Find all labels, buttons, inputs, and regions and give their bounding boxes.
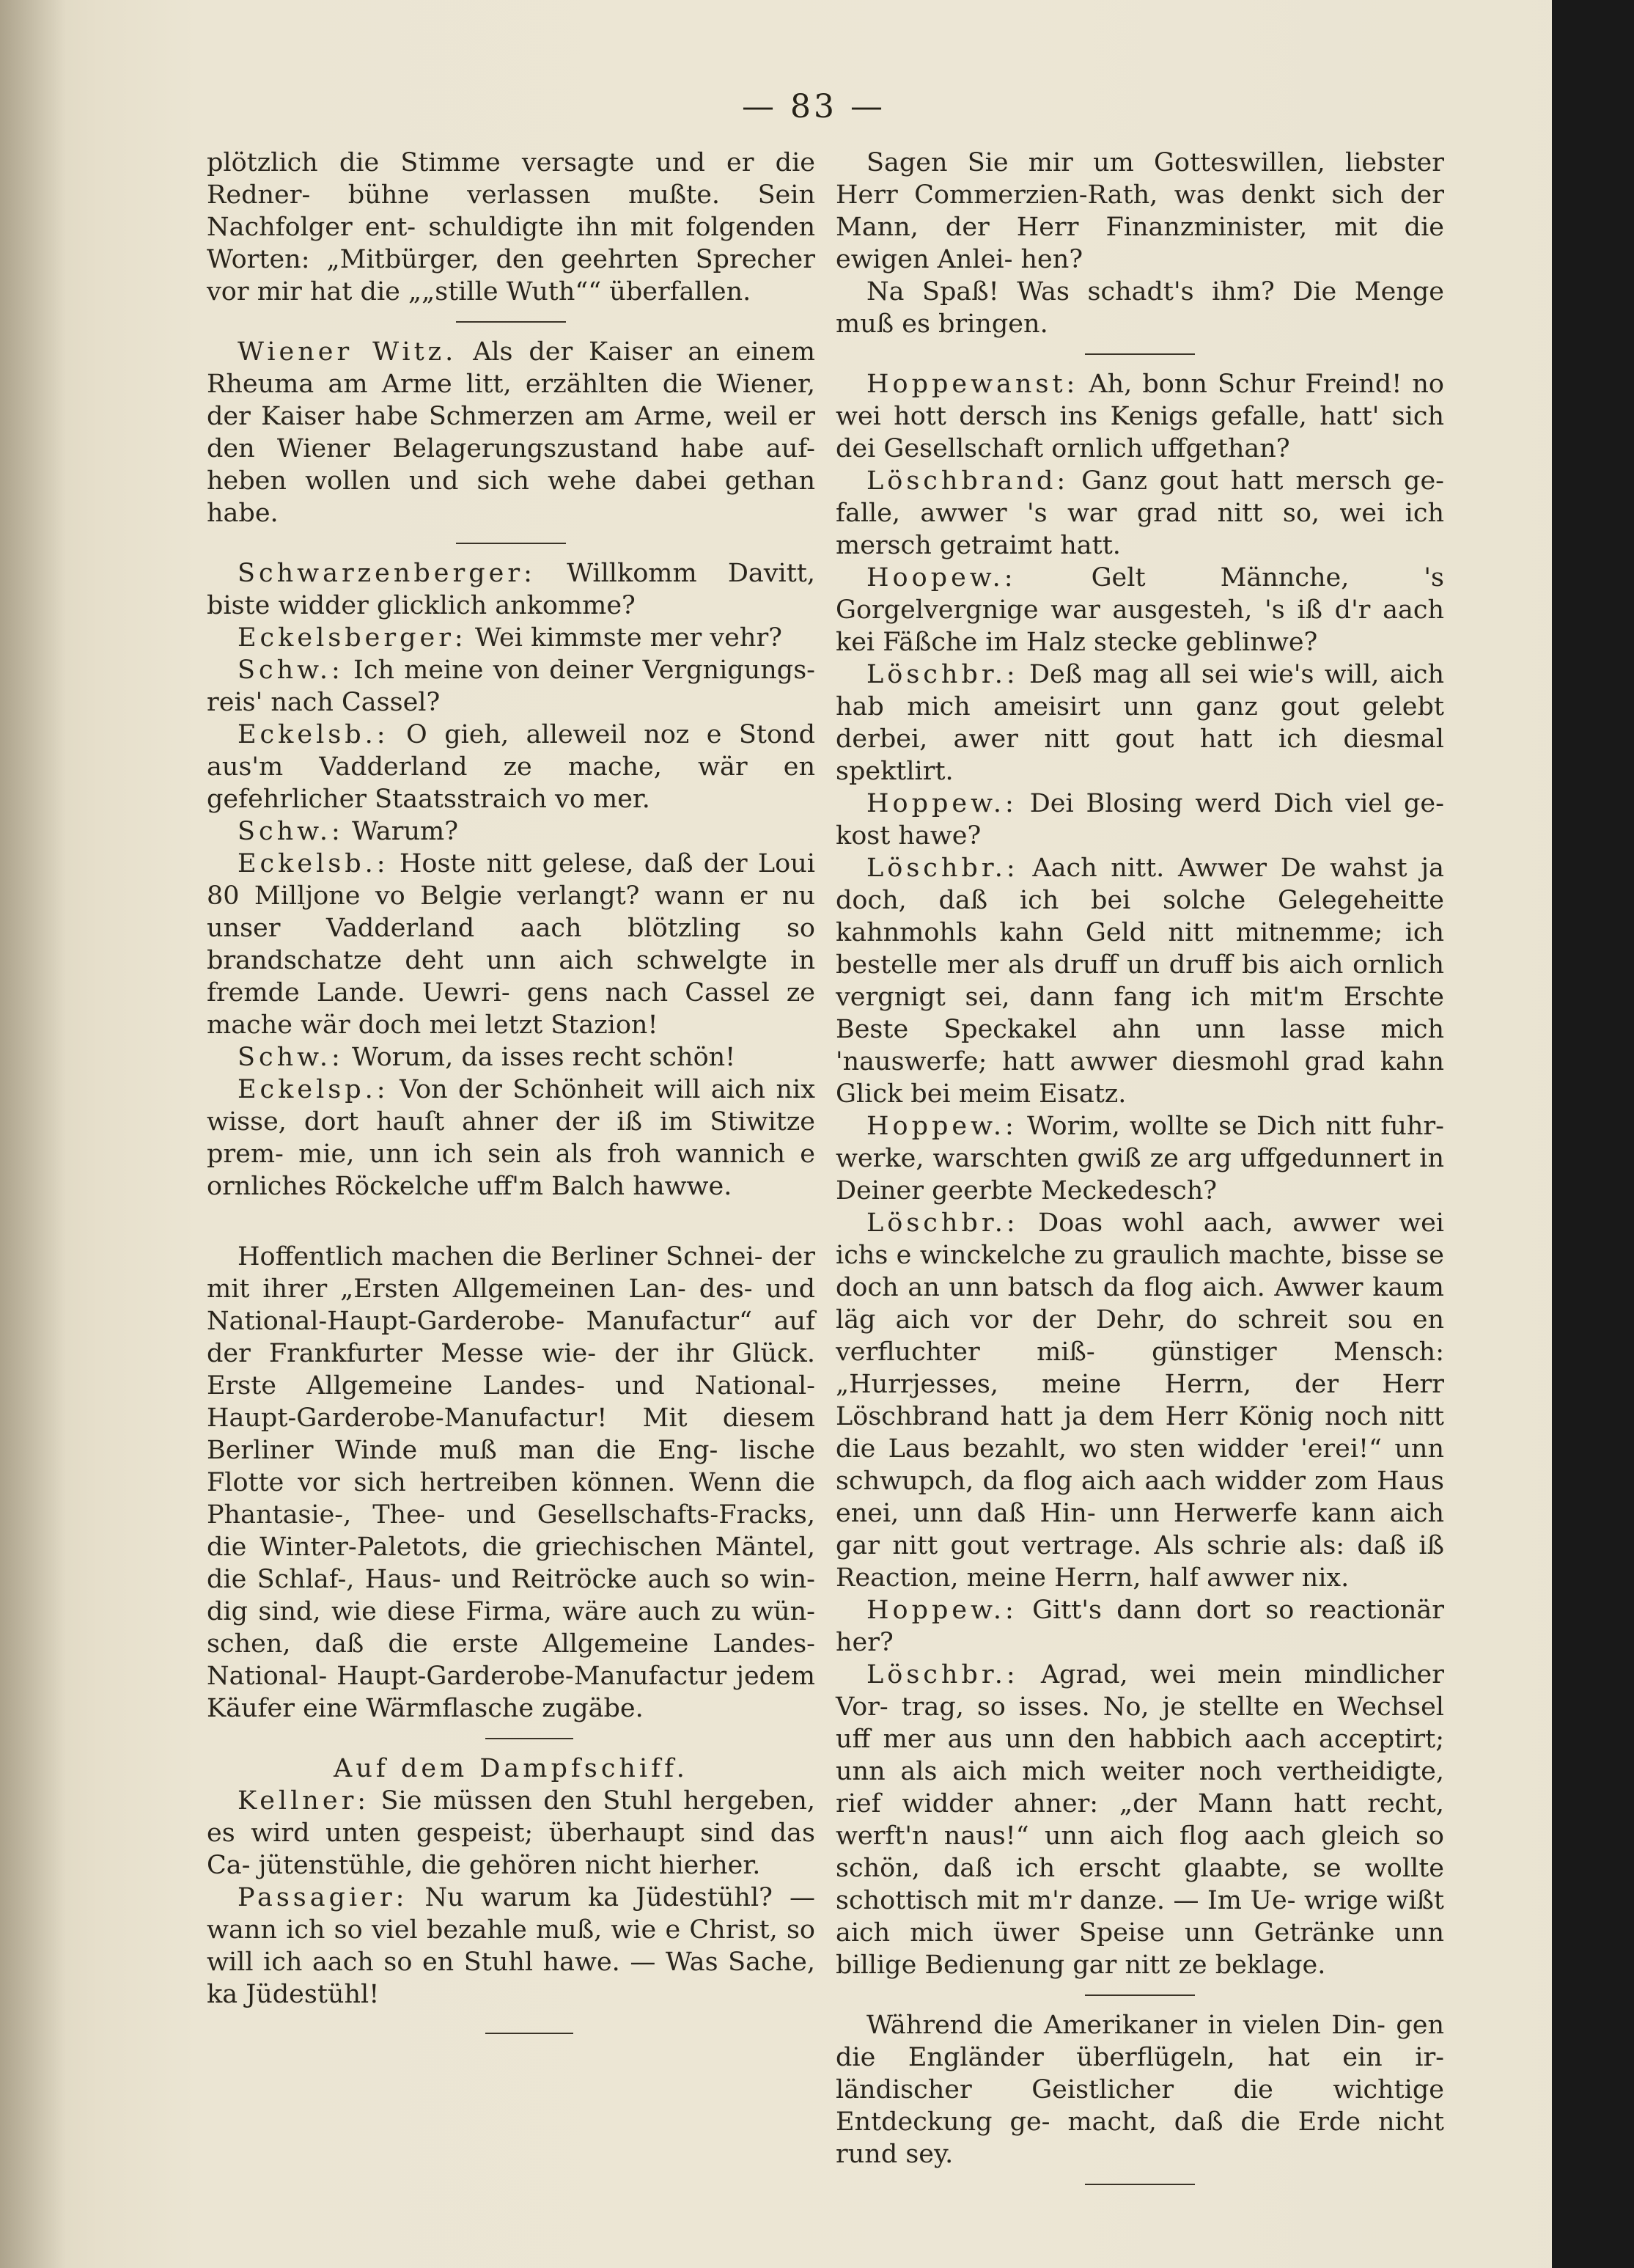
speaker-name: Löschbr.: [866, 1660, 1019, 1689]
dialogue-text: Ich meine von deiner Vergnigungs- reis' nach Cassel? [207, 656, 815, 717]
dialogue-text: O gieh, alleweil noz e Stond aus'm Vadderland ze mache, wär en gefehrlicher Staatsstraich vo mer. [207, 720, 815, 814]
page-number: — 83 — [742, 88, 886, 125]
dialogue-line [836, 562, 1444, 658]
article-title: Wiener Witz. [238, 337, 457, 367]
dialogue-text: Gelt Männche, 's Gorgelvergnige war ausgesteh, 's iß d'r aach kei Fäßche im Halz stecke geblinwe? [836, 563, 1444, 657]
dialogue-line [207, 815, 815, 848]
speaker-name: Schw.: [238, 656, 344, 685]
speaker-name: Eckelsb.: [238, 720, 389, 749]
dialogue-text: Sie müssen den Stuhl hergeben, es wird unten gespeist; überhaupt sind das Ca- jütenstühle, die gehören nicht hierher. [207, 1786, 815, 1880]
dialogue-text: Ah, bonn Schur Freind! no wei hott dersch ins Kenigs gefalle, hatt' sich dei Gesellschaft ornlich uffgethan? [836, 370, 1444, 463]
speaker-name: Hoppew.: [866, 789, 1017, 818]
article-title: Auf dem Dampfschiff. [334, 1754, 688, 1783]
dialogue-line [836, 368, 1444, 465]
dialogue-text: Aach nitt. Awwer De wahst ja doch, daß ich bei solche Gelegeheitte kahnmohls kahn Geld nitt mitnemme; ich bestelle mer als druff un druff bis aich ornlich vergnigt sei, dann fang ich mit'm Erschte Beste Speckakel ahn unn lasse mich 'nauswerfe; hatt awwer diesmohl grad kahn Glick bei meim Eisatz. [836, 854, 1444, 1109]
dialogue-text: Deß mag all sei wie's will, aich hab mich ameisirt unn ganz gout gelebt derbei, awer nitt gout hatt ich diesmal spektlirt. [836, 660, 1444, 786]
speaker-name: Löschbr.: [866, 854, 1019, 883]
section-divider [1085, 2184, 1195, 2185]
dialogue-text: Warum? [351, 817, 459, 846]
article-wiener-witz [207, 336, 815, 529]
dialogue-text: Gitt's dann dort so reactionär her? [836, 1596, 1444, 1657]
dialogue-hoppewanst [836, 368, 1444, 1981]
paragraph-continuation: plötzlich die Stimme versagte und er die Redner- bühne verlassen mußte. Sein Nachfolger ent- schuldigte ihn mit folgenden Worten: „Mitbürger, den geehrten Sprecher vor mir hat die „„stille Wuth““ überfallen. [207, 148, 815, 307]
dialogue-schwarzenberger [207, 557, 815, 1203]
speaker-name: Hoppew.: [866, 1112, 1017, 1141]
dialogue-line [207, 1785, 815, 1882]
paragraph: Sagen Sie mir um Gotteswillen, liebster Herr Commerzien-Rath, was denkt sich der Mann, der Herr Finanzminister, mit die ewigen Anlei- hen? [836, 148, 1444, 274]
dialogue-line [207, 719, 815, 815]
dialogue-dampfschiff [207, 1785, 815, 2011]
dialogue-line [836, 1110, 1444, 1207]
speaker-name: Eckelsb.: [238, 849, 389, 878]
dialogue-line [207, 1041, 815, 1074]
speaker-name: Hoppew.: [866, 1596, 1017, 1625]
speaker-name: Eckelsberger: [238, 623, 467, 653]
article-erde: Während die Amerikaner in vielen Din- gen die Engländer überflügeln, hat ein ir- ländischer Geistlicher die wichtige Entdeckung ge- macht, daß die Erde nicht rund sey. [836, 2011, 1444, 2169]
speaker-name: Hoopew.: [866, 563, 1017, 592]
dialogue-line [207, 654, 815, 719]
dialogue-text: Willkomm Davitt, biste widder glicklich ankomme? [207, 559, 815, 620]
dialogue-text: Worim, wollte se Dich nitt fuhr- werke, warschten gwiß ze arg uffgedunnert in Deiner geerbte Meckedesch? [836, 1112, 1444, 1205]
binding-shadow [0, 0, 66, 2268]
dialogue-line [207, 622, 815, 654]
speaker-name: Passagier: [238, 1883, 408, 1912]
speaker-name: Eckelsp.: [238, 1075, 389, 1104]
speaker-name: Löschbrand: [866, 466, 1070, 496]
speaker-name: Löschbr.: [866, 660, 1019, 689]
dialogue-line [207, 1882, 815, 2011]
article-text: Als der Kaiser an einem Rheuma am Arme litt, erzählten die Wiener, der Kaiser habe Schmerzen am Arme, weil er den Wiener Belagerungszustand habe auf- heben wollen und sich wehe dabei gethan habe. [207, 337, 815, 528]
dialogue-text: Ganz gout hatt mersch ge- falle, awwer 's war grad nitt so, wei ich mersch getraimt hatt. [836, 466, 1444, 560]
dialogue-line [207, 1074, 815, 1203]
dialogue-line [836, 658, 1444, 788]
speaker-name: Schw.: [238, 817, 344, 846]
dialogue-text: Von der Schönheit will aich nix wisse, dort hauſt ahner der iß im Stiwitze prem- mie, unn ich sein als froh wannich e ornliches Röckelche uff'm Balch hawwe. [207, 1075, 815, 1201]
dialogue-line [836, 1207, 1444, 1594]
dialogue-text: Wei kimmste mer vehr? [474, 623, 782, 653]
dialogue-text: Agrad, wei mein mindlicher Vor- trag, so isses. No, je stellte en Wechsel uff mer aus unn den habbich aach acceptirt; unn als aich mich weiter noch vertheidigte, rief widder ahner: „der Mann hatt recht, werft'n naus!“ unn aich flog aach gleich so schön, daß ich erscht glaabte, se wollte schottisch mit m'r danze. — Im Ue- wrige wißt aich mich üwer Speise unn Getränke unn billige Bedienung gar nitt ze beklage. [836, 1660, 1444, 1980]
speaker-name: Löschbr.: [866, 1208, 1019, 1238]
dialogue-text: Dei Blosing werd Dich viel ge- kost hawe? [836, 789, 1444, 851]
dialogue-line [836, 465, 1444, 562]
dialogue-line [207, 848, 815, 1041]
dialogue-line [836, 852, 1444, 1110]
paragraph: Na Spaß! Was schadt's ihm? Die Menge muß es bringen. [836, 277, 1444, 339]
dialogue-line [836, 1659, 1444, 1981]
dialogue-line [836, 1594, 1444, 1659]
speaker-name: Kellner: [238, 1786, 370, 1816]
speaker-name: Schw.: [238, 1043, 344, 1072]
dialogue-text: Hoste nitt gelese, daß der Loui 80 Milljone vo Belgie verlangt? wann er nu unser Vadderland aach blötzling so brandschatze deht unn aich schwelgte in fremde Lande. Uewri- gens nach Cassel ze mache wär doch mei letzt Stazion! [207, 849, 815, 1040]
scan-edge-strip [1552, 0, 1634, 2268]
speaker-name: Hoppewanst: [866, 370, 1079, 399]
right-column [836, 147, 1444, 2185]
dialogue-text: Worum, da isses recht schön! [351, 1043, 736, 1072]
dialogue-text: Doas wohl aach, awwer wei ichs e winckelche zu graulich machte, bisse se doch an unn batsch da flog aich. Awwer kaum läg aich vor der Dehr, do schreit sou en verfluchter miß- günstiger Mensch: „Hurrjesses, meine Herrn, der Herr Löschbrand hatt ja dem Herr König noch nitt die Laus bezahlt, wo sten widder 'erei!“ unn schwupch, da flog aich aach widder zom Haus enei, unn daß Hin- unn Herwerfe kann aich gar nitt gout vertrage. Als schrie als: daß iß Reaction, meine Herrn, half awwer nix. [836, 1208, 1444, 1593]
left-column [207, 147, 815, 2034]
dialogue-line [207, 557, 815, 622]
section-divider [485, 2033, 573, 2034]
article-garderobe: Hoffentlich machen die Berliner Schnei- der mit ihrer „Ersten Allgemeinen Lan- des- und National-Haupt-Garderobe- Manufactur“ auf der Frankfurter Messe wie- der ihr Glück. Erste Allgemeine Landes- und National-Haupt-Garderobe-Manufactur! Mit diesem Berliner Winde muß man die Eng- lische Flotte vor sich hertreiben können. Wenn die Phantasie-, Thee- und Gesellschafts-Fracks, die Winter-Paletots, die griechischen Mäntel, die Schlaf-, Haus- und Reitröcke auch so win- dig sind, wie diese Firma, wäre auch zu wün- schen, daß die erste Allgemeine Landes-National- Haupt-Garderobe-Manufactur jedem Käufer eine Wärmflasche zugäbe. [207, 1242, 815, 1723]
speaker-name: Schwarzenberger: [238, 559, 536, 588]
dialogue-line [836, 788, 1444, 852]
dialogue-text: Nu warum ka Jüdestühl? — wann ich so viel bezahle muß, wie e Christ, so will ich aach so en Stuhl hawe. — Was Sache, ka Jüdestühl! [207, 1883, 815, 2009]
